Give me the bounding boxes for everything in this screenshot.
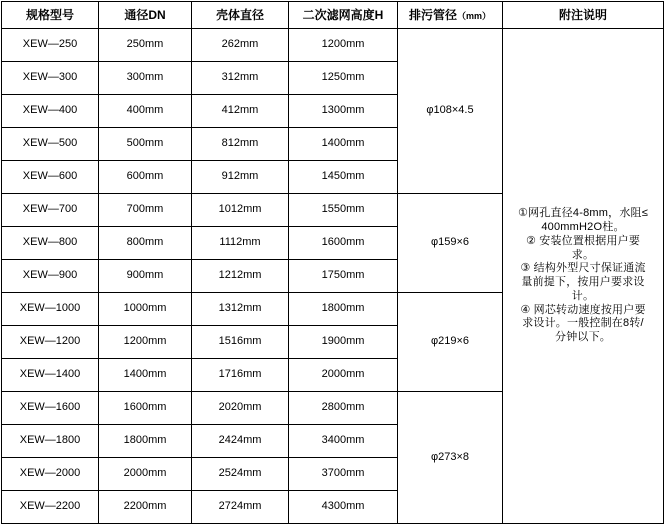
cell-height: 1800mm [289, 293, 398, 326]
header-shell-diameter: 壳体直径 [192, 2, 289, 29]
cell-dn: 1800mm [99, 425, 192, 458]
cell-shell: 2524mm [192, 458, 289, 491]
header-model: 规格型号 [2, 2, 99, 29]
cell-shell: 812mm [192, 128, 289, 161]
cell-height: 2000mm [289, 359, 398, 392]
header-drain-unit: （mm） [457, 10, 492, 21]
cell-model: XEW—700 [2, 194, 99, 227]
cell-height: 1900mm [289, 326, 398, 359]
cell-model: XEW—300 [2, 62, 99, 95]
cell-height: 1250mm [289, 62, 398, 95]
cell-model: XEW—400 [2, 95, 99, 128]
cell-height: 3400mm [289, 425, 398, 458]
cell-model: XEW—500 [2, 128, 99, 161]
cell-dn: 900mm [99, 260, 192, 293]
cell-dn: 1200mm [99, 326, 192, 359]
cell-height: 1550mm [289, 194, 398, 227]
cell-dn: 1600mm [99, 392, 192, 425]
table-body [2, 29, 664, 524]
cell-dn: 1000mm [99, 293, 192, 326]
note-line: 量前提下，按用户要求设 [521, 276, 645, 288]
note-line: ④ 网芯转动速度按用户要 [520, 303, 646, 316]
cell-shell: 1012mm [192, 194, 289, 227]
cell-dn: 300mm [99, 62, 192, 95]
cell-height: 1750mm [289, 260, 398, 293]
cell-shell: 912mm [192, 161, 289, 194]
cell-height: 2800mm [289, 392, 398, 425]
cell-height: 1400mm [289, 128, 398, 161]
header-drain-pipe-diameter [398, 2, 503, 29]
cell-shell: 1716mm [192, 359, 289, 392]
cell-dn: 800mm [99, 227, 192, 260]
cell-model: XEW—1600 [2, 392, 99, 425]
cell-shell: 1516mm [192, 326, 289, 359]
cell-model: XEW—900 [2, 260, 99, 293]
cell-dn: 400mm [99, 95, 192, 128]
note-line: 求。 [571, 248, 595, 261]
cell-shell: 2724mm [192, 491, 289, 524]
cell-height: 1200mm [289, 29, 398, 62]
cell-dn: 250mm [99, 29, 192, 62]
cell-dn: 600mm [99, 161, 192, 194]
cell-shell: 1112mm [192, 227, 289, 260]
header-remarks: 附注说明 [503, 2, 664, 29]
cell-dn: 700mm [99, 194, 192, 227]
header-drain-label: 排污管径 [408, 7, 457, 22]
header-row [2, 2, 664, 29]
cell-drain-group: φ159×6 [398, 194, 503, 293]
note-line: 分钟以下。 [555, 331, 611, 343]
cell-model: XEW—2000 [2, 458, 99, 491]
cell-height: 1300mm [289, 95, 398, 128]
cell-dn: 2200mm [99, 491, 192, 524]
cell-shell: 2424mm [192, 425, 289, 458]
cell-shell: 1212mm [192, 260, 289, 293]
cell-dn: 500mm [99, 128, 192, 161]
note-line: 计。 [571, 289, 595, 302]
table-header [2, 2, 664, 29]
cell-drain-group: φ219×6 [398, 293, 503, 392]
cell-height: 3700mm [289, 458, 398, 491]
specification-table [1, 1, 664, 524]
cell-height: 4300mm [289, 491, 398, 524]
cell-model: XEW—600 [2, 161, 99, 194]
cell-shell: 2020mm [192, 392, 289, 425]
note-line: ② 安装位置根据用户要 [525, 234, 641, 247]
cell-dn: 2000mm [99, 458, 192, 491]
cell-drain-group: φ273×8 [398, 392, 503, 524]
cell-model: XEW—1000 [2, 293, 99, 326]
cell-model: XEW—800 [2, 227, 99, 260]
cell-model: XEW—250 [2, 29, 99, 62]
cell-dn: 1400mm [99, 359, 192, 392]
note-line: 400mmH2O柱。 [541, 221, 625, 233]
cell-shell: 412mm [192, 95, 289, 128]
cell-shell: 1312mm [192, 293, 289, 326]
header-secondary-screen-height: 二次滤网高度H [289, 2, 398, 29]
table-row [2, 29, 664, 62]
cell-model: XEW—1800 [2, 425, 99, 458]
cell-model: XEW—1400 [2, 359, 99, 392]
cell-model: XEW—2200 [2, 491, 99, 524]
cell-drain-group: φ108×4.5 [398, 29, 503, 194]
cell-shell: 312mm [192, 62, 289, 95]
cell-height: 1450mm [289, 161, 398, 194]
note-line: 求设计。一般控制在8转/ [522, 317, 644, 330]
cell-model: XEW—1200 [2, 326, 99, 359]
cell-remarks [503, 29, 664, 524]
cell-shell: 262mm [192, 29, 289, 62]
note-line: ①网孔直径4-8mm，水阻≤ [518, 207, 648, 220]
note-line: ③ 结构外型尺寸保证通流 [520, 262, 646, 275]
cell-height: 1600mm [289, 227, 398, 260]
header-nominal-diameter: 通径DN [99, 2, 192, 29]
